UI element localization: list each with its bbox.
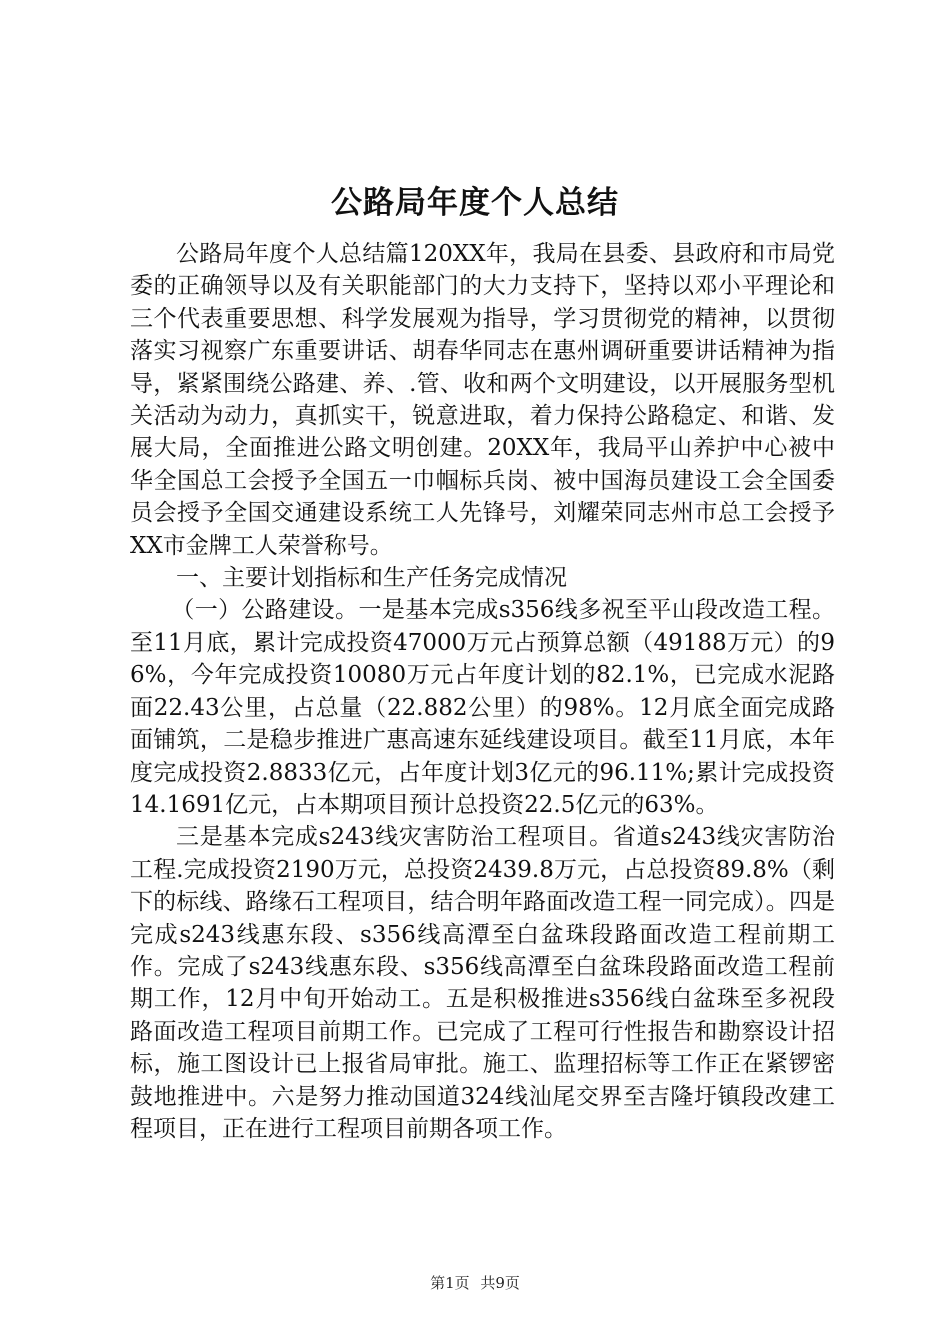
intro-paragraph: 公路局年度个人总结篇120XX年，我局在县委、县政府和市局党委的正确领导以及有关职能部门的大力支持下，坚持以邓小平理论和三个代表重要思想、科学发展观为指导，学习贯彻党的精神，以贯彻落实习视察广东重要讲话、胡春华同志在惠州调研重要讲话精神为指导，紧紧围绕公路建、养、.管、收和两个文明建设，以开展服务型机关活动为动力，真抓实干，锐意进取，着力保持公路稳定、和谐、发展大局，全面推进公路文明创建。20XX年，我局平山养护中心被中华全国总工会授予全国五一巾帼标兵岗、被中国海员建设工会全国委员会授予全国交通建设系统工人先锋号，刘耀荣同志州市总工会授予XX市金牌工人荣誉称号。 — [130, 241, 835, 559]
road-construction-paragraph: （一）公路建设。一是基本完成s356线多祝至平山段改造工程。至11月底，累计完成投资47000万元占预算总额（49188万元）的96%，今年完成投资10080万元占年度计划的82.1%，已完成水泥路面22.43公里，占总量（22.882公里）的98%。12月底全面完成路面铺筑，二是稳步推进广惠高速东延线建设项目。截至11月底，本年度完成投资2.8833亿元，占年度计划3亿元的96.11%;累计完成投资14.1691亿元，占本期项目预计总投资22.5亿元的63%。 — [130, 597, 835, 818]
page-footer — [0, 1273, 950, 1293]
page-number: 第1页 — [430, 1274, 470, 1292]
document-title: 公路局年度个人总结 — [331, 185, 619, 221]
disaster-prevention-paragraph: 三是基本完成s243线灾害防治工程项目。省道s243线灾害防治工程.完成投资2190万元，总投资2439.8万元，占总投资89.8%（剩下的标线、路缘石工程项目，结合明年路面改造工程一同完成）。四是完成s243线惠东段、s356线高潭至白盆珠段路面改造工程前期工作。完成了s243线惠东段、s356线高潭至白盆珠段路面改造工程前期工作，12月中旬开始动工。五是积极推进s356线白盆珠至多祝段路面改造工程项目前期工作。已完成了工程可行性报告和勘察设计招标，施工图设计已上报省局审批。施工、监理招标等工作正在紧锣密鼓地推进中。六是努力推动国道324线汕尾交界至吉隆圩镇段改建工程项目，正在进行工程项目前期各项工作。 — [130, 824, 835, 1142]
page-total: 共9页 — [480, 1274, 520, 1292]
document-body — [130, 238, 835, 1145]
section-heading: 一、主要计划指标和生产任务完成情况 — [176, 565, 567, 592]
